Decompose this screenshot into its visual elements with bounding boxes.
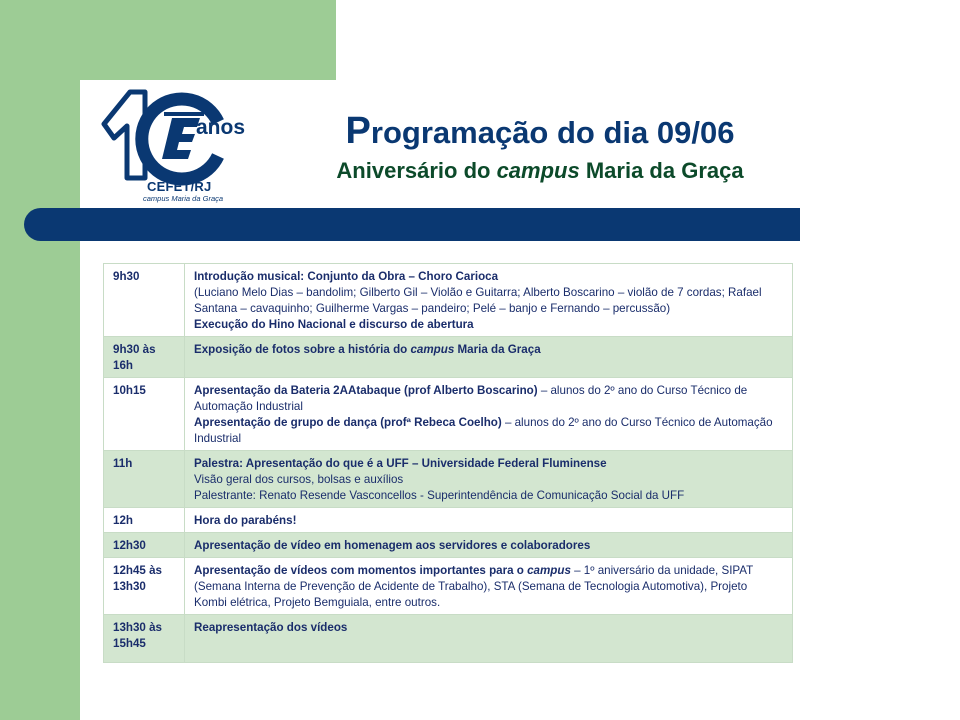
activity-cell	[185, 451, 793, 508]
time-cell: 12h	[104, 508, 185, 533]
activity-italic: campus	[527, 564, 571, 577]
time-cell: 10h15	[104, 378, 185, 451]
activity-detail: Visão geral dos cursos, bolsas e auxílios	[194, 473, 404, 486]
table-row	[104, 451, 793, 508]
logo-anos-text: anos	[196, 116, 246, 139]
table-row	[104, 337, 793, 378]
time-cell: 11h	[104, 451, 185, 508]
activity-title: Apresentação de grupo de dança (profª Rebeca Coelho)	[194, 416, 502, 429]
activity-cell	[185, 337, 793, 378]
table-row	[104, 558, 793, 615]
activity-detail: – alunos do 2º ano do Curso Técnico de Automação Industrial	[194, 384, 748, 413]
activity-italic: campus	[410, 343, 455, 356]
activity-detail: (Luciano Melo Dias – bandolim; Gilberto Gil – Violão e Guitarra; Alberto Boscarino – violão de 7 cordas; Rafael Santana – cavaquinho; Guilherme Vargas – pandeiro; Pelé – banjo e Fernando – percussão)	[194, 286, 762, 315]
activity-text: Exposição de fotos sobre a história do	[194, 343, 411, 356]
activity-title: Palestra: Apresentação do que é a UFF – Universidade Federal Fluminense	[194, 457, 607, 470]
table-row	[104, 264, 793, 337]
activity-block	[194, 383, 783, 415]
time-cell: 12h45 às 13h30	[104, 558, 185, 615]
activity-detail: Palestrante: Renato Resende Vasconcellos - Superintendência de Comunicação Social da UFF	[194, 489, 685, 502]
subtitle-after: Maria da Graça	[579, 158, 744, 183]
activity-detail: – alunos do 2º ano do Curso Técnico de Automação Industrial	[194, 416, 773, 445]
time-cell: 9h30	[104, 264, 185, 337]
activity-title: Introdução musical: Conjunto da Obra – Choro Carioca	[194, 270, 499, 283]
activity-cell: Apresentação de vídeo em homenagem aos servidores e colaboradores	[185, 533, 793, 558]
activity-text: Maria da Graça	[454, 343, 541, 356]
table-row	[104, 508, 793, 533]
logo-campus-text: campus Maria da Graça	[143, 194, 224, 203]
top-green-block	[0, 0, 336, 80]
page-subtitle	[280, 158, 800, 184]
subtitle-before: Aniversário do	[336, 158, 497, 183]
time-cell: 12h30	[104, 533, 185, 558]
time-cell: 9h30 às 16h	[104, 337, 185, 378]
page-title	[280, 110, 800, 152]
ten-years-logo-icon	[100, 86, 275, 186]
activity-title: Apresentação de vídeos com momentos importantes para o	[194, 564, 528, 577]
logo-institution-text: CEFET/RJ	[147, 179, 212, 194]
activity-cell	[185, 558, 793, 615]
subtitle-italic: campus	[496, 158, 580, 183]
activity-cell	[185, 264, 793, 337]
activity-cell: Hora do parabéns!	[185, 508, 793, 533]
activity-cell	[185, 378, 793, 451]
page-title-initial: P	[345, 110, 371, 152]
activity-block	[194, 415, 783, 447]
table-row	[104, 615, 793, 663]
activity-title: Execução do Hino Nacional e discurso de abertura	[194, 318, 474, 331]
navy-divider-bar	[24, 208, 800, 241]
table-row	[104, 533, 793, 558]
activity-title: Apresentação da Bateria 2AAtabaque (prof Alberto Boscarino)	[194, 384, 538, 397]
schedule-table	[103, 263, 793, 663]
cefet-10-anos-logo	[100, 86, 275, 208]
activity-cell: Reapresentação dos vídeos	[185, 615, 793, 663]
time-cell: 13h30 às 15h45	[104, 615, 185, 663]
activity-detail: – 1º aniversário da unidade, SIPAT (Semana Interna de Prevenção de Acidente de Trabalho), STA (Semana de Tecnologia Automotiva), Projeto Kombi elétrica, Projeto Bemguiala, entre outros.	[194, 564, 754, 609]
page-title-rest: rogramação do dia 09/06	[370, 115, 735, 150]
left-green-stripe	[0, 0, 80, 720]
table-row	[104, 378, 793, 451]
